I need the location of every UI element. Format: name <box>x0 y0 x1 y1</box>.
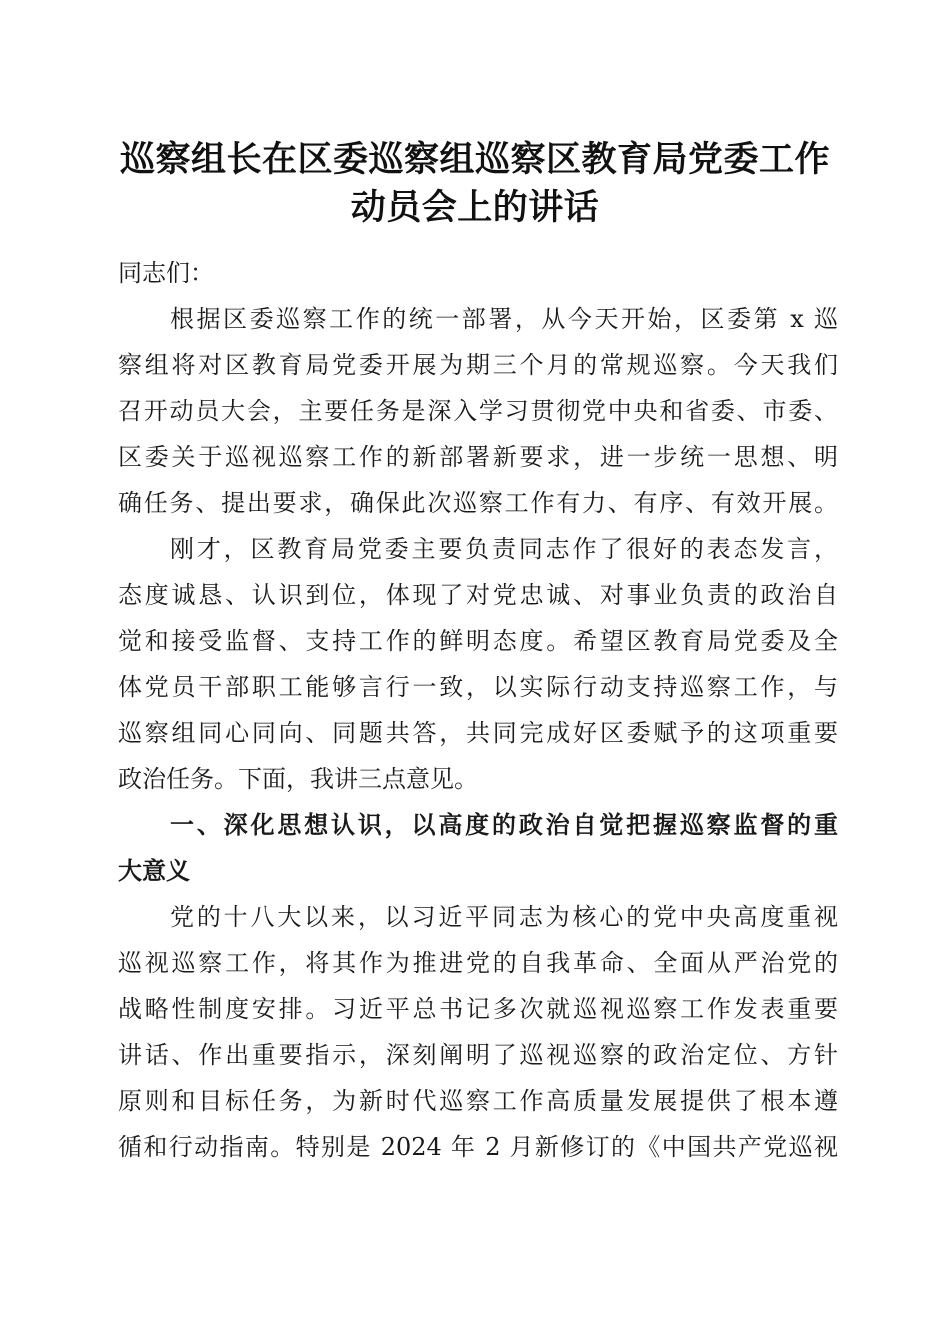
paragraph-line: 巡察组同心同向、同题共答，共同完成好区委赋予的这项重要 <box>118 719 838 747</box>
paragraph-line: 政治任务。下面，我讲三点意见。 <box>118 765 478 793</box>
paragraph-1 <box>118 296 838 526</box>
salutation: 同志们： <box>118 259 214 287</box>
document-title-line-1: 巡察组长在区委巡察组巡察区教育局党委工作 <box>119 139 830 180</box>
paragraph-line: 根据区委巡察工作的统一部署，从今天开始，区委第 x 巡 <box>170 305 838 333</box>
paragraph-line: 确任务、提出要求，确保此次巡察工作有力、有序、有效开展。 <box>118 489 838 517</box>
paragraph-line: 刚才，区教育局党委主要负责同志作了很好的表态发言， <box>170 535 838 563</box>
paragraph-line: 体党员干部职工能够言行一致，以实际行动支持巡察工作，与 <box>118 673 838 701</box>
paragraph-3 <box>118 894 838 1170</box>
document-title-line-2: 动员会上的讲话 <box>350 187 600 228</box>
paragraph-line: 战略性制度安排。习近平总书记多次就巡视巡察工作发表重要 <box>118 995 838 1023</box>
paragraph-line: 原则和目标任务，为新时代巡察工作高质量发展提供了根本遵 <box>118 1087 838 1115</box>
paragraph-2 <box>118 526 838 802</box>
paragraph-line: 巡视巡察工作，将其作为推进党的自我革命、全面从严治党的 <box>118 949 838 977</box>
heading-line: 大意义 <box>118 857 190 885</box>
document-body <box>118 250 838 1170</box>
paragraph-line: 区委关于巡视巡察工作的新部署新要求，进一步统一思想、明 <box>118 443 838 471</box>
paragraph-line: 党的十八大以来，以习近平同志为核心的党中央高度重视 <box>170 903 838 931</box>
paragraph-line: 讲话、作出重要指示，深刻阐明了巡视巡察的政治定位、方针 <box>118 1041 838 1069</box>
heading-line: 一、深化思想认识，以高度的政治自觉把握巡察监督的重 <box>170 811 838 839</box>
paragraph-line: 循和行动指南。特别是 2024 年 2 月新修订的《中国共产党巡视 <box>118 1133 838 1161</box>
paragraph-line: 态度诚恳、认识到位，体现了对党忠诚、对事业负责的政治自 <box>118 581 838 609</box>
paragraph-line: 召开动员大会，主要任务是深入学习贯彻党中央和省委、市委、 <box>118 397 838 425</box>
section-heading-1 <box>118 802 838 894</box>
paragraph-line: 觉和接受监督、支持工作的鲜明态度。希望区教育局党委及全 <box>118 627 838 655</box>
paragraph-line: 察组将对区教育局党委开展为期三个月的常规巡察。今天我们 <box>118 351 838 379</box>
